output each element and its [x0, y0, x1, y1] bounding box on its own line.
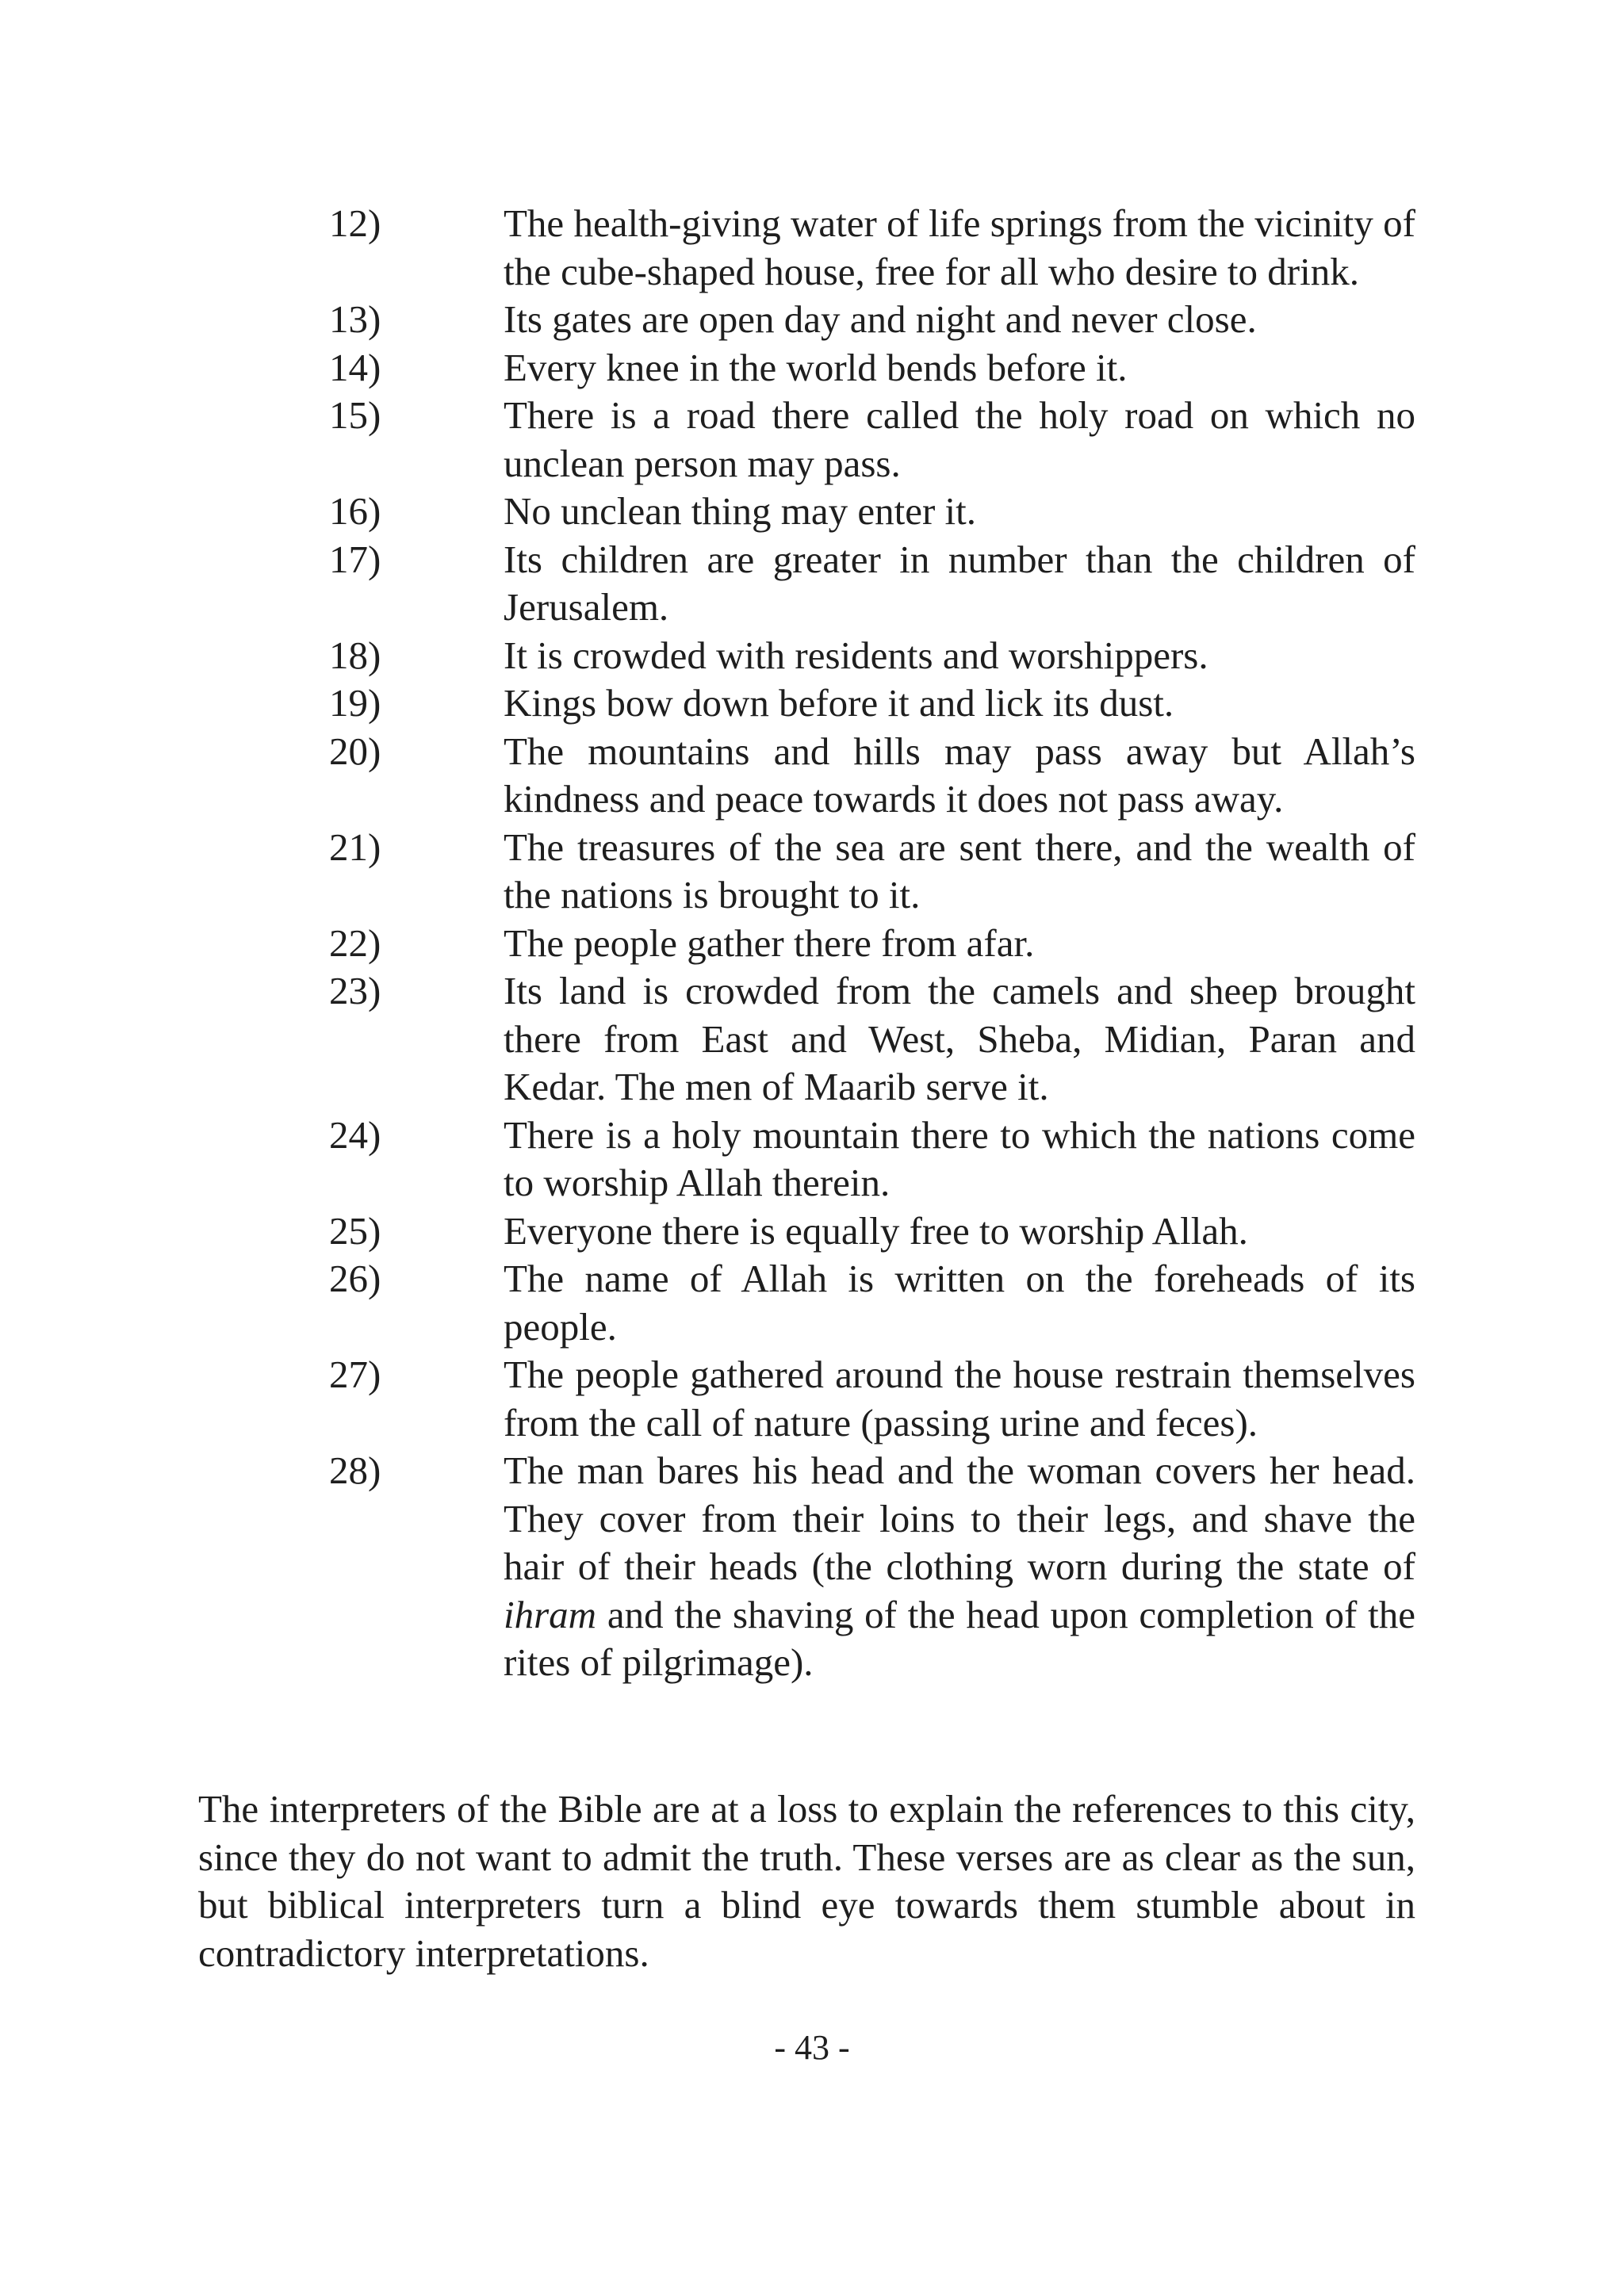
- item-number: 20): [329, 729, 381, 773]
- item-text: No unclean thing may enter it.: [504, 489, 976, 533]
- item-number: 15): [329, 393, 381, 437]
- body-paragraph: The interpreters of the Bible are at a loss to explain the references to this city, since they do not want to admit the truth. These verses are as clear as the sun, but biblical interpreters turn a blind eye towards them stumble about in contradictory interpretations.: [198, 1787, 1415, 1975]
- item-text: Its children are greater in number than the children of Jerusalem.: [504, 537, 1415, 629]
- numbered-list: [321, 200, 1415, 1687]
- page-number: - 43 -: [774, 2028, 850, 2067]
- item-text: It is crowded with residents and worshippers.: [504, 633, 1208, 677]
- item-number: 14): [329, 345, 381, 389]
- list-item: [321, 1447, 1415, 1687]
- item-text: Every knee in the world bends before it.: [504, 345, 1128, 389]
- item-text: The treasures of the sea are sent there, and the wealth of the nations is brought to it.: [504, 825, 1415, 916]
- item-text: Everyone there is equally free to worship Allah.: [504, 1208, 1248, 1253]
- list-item: [321, 536, 1415, 632]
- item-text: [504, 1447, 1415, 1687]
- item-number: 23): [329, 969, 381, 1012]
- item-text: Its land is crowded from the camels and sheep brought there from East and West, Sheba, Midian, Paran and Kedar. The men of Maarib serve it.: [504, 969, 1415, 1108]
- item-number: 27): [329, 1353, 381, 1396]
- list-item: [321, 488, 1415, 536]
- list-item: [321, 296, 1415, 344]
- list-item: [321, 1351, 1415, 1447]
- item-text: The name of Allah is written on the foreheads of its people.: [504, 1257, 1415, 1349]
- list-item: [321, 824, 1415, 920]
- item-text: The health-giving water of life springs from the vicinity of the cube-shaped house, free for all who desire to drink.: [504, 201, 1415, 293]
- item-number: 21): [329, 825, 381, 869]
- item-number: 24): [329, 1112, 381, 1157]
- item-number: 16): [329, 489, 381, 533]
- item-number: 19): [329, 681, 381, 725]
- list-item: [321, 728, 1415, 824]
- item-text: There is a road there called the holy road on which no unclean person may pass.: [504, 393, 1415, 485]
- item-text-part: The man bares his head and the woman covers her head. They cover from their loins to their legs, and shave the hair of their heads (the clothing worn during the state of: [504, 1448, 1415, 1588]
- item-number: 13): [329, 297, 381, 341]
- item-number: 25): [329, 1208, 381, 1253]
- item-text: The people gather there from afar.: [504, 920, 1035, 965]
- list-item: [321, 967, 1415, 1112]
- list-item: [321, 344, 1415, 392]
- item-number: 28): [329, 1448, 381, 1492]
- item-number: 26): [329, 1257, 381, 1300]
- italic-term: ihram: [504, 1592, 597, 1636]
- item-text: The people gathered around the house restrain themselves from the call of nature (passing urine and feces).: [504, 1353, 1415, 1445]
- item-text: The mountains and hills may pass away but Allah’s kindness and peace towards it does not pass away.: [504, 729, 1415, 821]
- item-text: Its gates are open day and night and never close.: [504, 297, 1257, 341]
- item-number: 17): [329, 537, 381, 581]
- item-number: 22): [329, 920, 381, 965]
- list-item: [321, 679, 1415, 728]
- list-item: [321, 632, 1415, 680]
- list-item: [321, 392, 1415, 488]
- list-item: [321, 200, 1415, 296]
- item-number: 18): [329, 633, 381, 677]
- item-number: 12): [329, 201, 381, 245]
- list-item: [321, 1207, 1415, 1256]
- item-text: Kings bow down before it and lick its dust.: [504, 681, 1174, 725]
- item-text: There is a holy mountain there to which the nations come to worship Allah therein.: [504, 1112, 1415, 1204]
- list-item: [321, 1255, 1415, 1351]
- item-text-part: and the shaving of the head upon completion of the rites of pilgrimage).: [504, 1592, 1415, 1684]
- list-item: [321, 1112, 1415, 1207]
- list-item: [321, 920, 1415, 968]
